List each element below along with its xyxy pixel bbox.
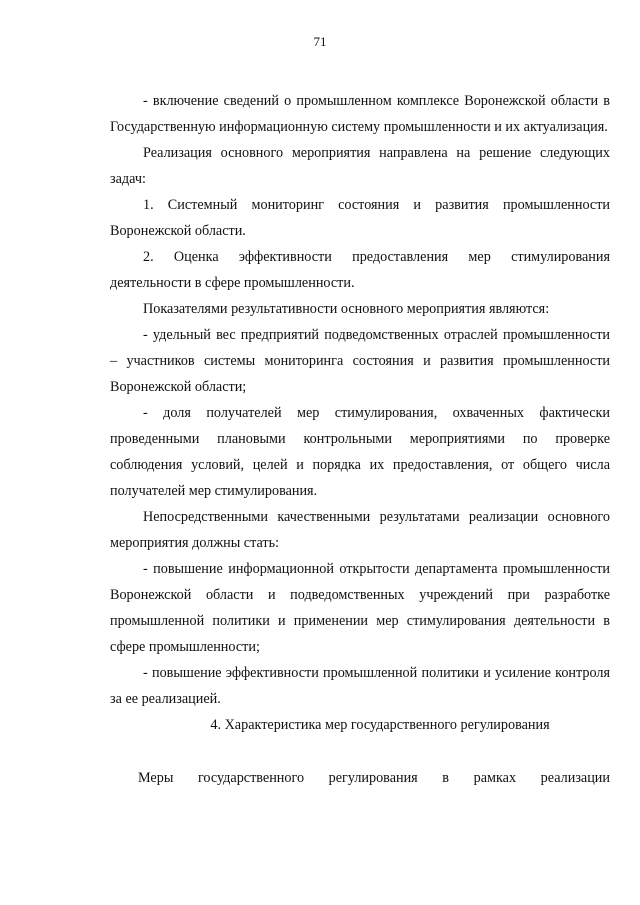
paragraph-result-openness: - повышение информационной открытости департамента промышленности Воронежской области и подведомственных учреждений при разработке промышленной политики и применении мер стимулирования деятельности в сфере промышленности; (110, 561, 610, 655)
page-number: 71 (313, 34, 327, 49)
paragraph-indicators-intro: Показателями результативности основного мероприятия являются: (143, 301, 550, 317)
paragraph-result-efficiency: - повышение эффективности промышленной политики и усиление контроля за ее реализацией. (110, 665, 610, 707)
paragraph-tasks-intro: Реализация основного мероприятия направлена на решение следующих задач: (110, 145, 610, 187)
paragraph-regulation-measures: Меры государственного регулирования в рамках реализации (138, 770, 610, 786)
section-heading: 4. Характеристика мер государственного регулирования (210, 717, 550, 733)
paragraph-results-intro: Непосредственными качественными результатами реализации основного мероприятия должны стать: (110, 509, 610, 551)
paragraph-task-2: 2. Оценка эффективности предоставления мер стимулирования деятельности в сфере промышленности. (110, 249, 610, 291)
paragraph-indicator-recipients: - доля получателей мер стимулирования, охваченных фактически проведенными плановыми контрольными мероприятиями по проверке соблюдения условий, целей и порядка их предоставления, от общего числа получателей мер стимулирования. (110, 405, 610, 499)
paragraph-task-1: 1. Системный мониторинг состояния и развития промышленности Воронежской области. (110, 197, 610, 239)
paragraph-gis-inclusion: - включение сведений о промышленном комплексе Воронежской области в Государственную информационную систему промышленности и их актуализация. (110, 93, 610, 135)
paragraph-indicator-share: - удельный вес предприятий подведомственных отраслей промышленности – участников системы мониторинга состояния и развития промышленности Воронежской области; (110, 327, 610, 395)
document-body (110, 88, 610, 791)
